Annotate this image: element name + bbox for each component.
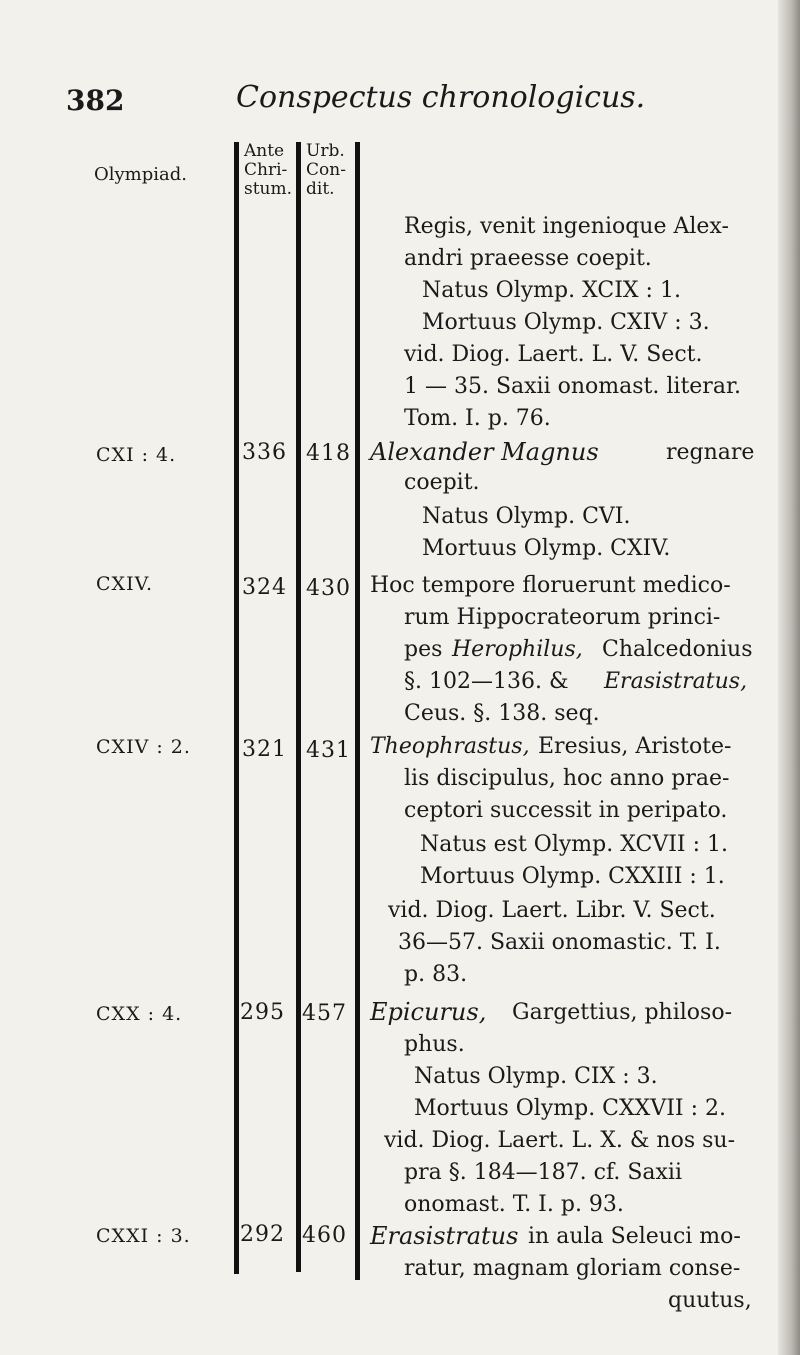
text-line: rum Hippocrateorum princi-: [404, 605, 721, 630]
text-line: vid. Diog. Laert. L. X. & nos su-: [384, 1128, 736, 1153]
text-line: Natus Olymp. CVI.: [422, 504, 631, 529]
page-edge-shadow: [778, 0, 800, 1355]
person-name: Herophilus,: [452, 637, 583, 662]
text-line: ratur, magnam gloriam conse-: [404, 1256, 741, 1281]
olympiad-cell: CXIV.: [96, 573, 154, 595]
text-line: Eresius, Aristote-: [538, 734, 732, 759]
running-title: Conspectus chronologicus.: [236, 80, 646, 115]
text-line: §. 102—136. &: [404, 669, 569, 694]
text-line: in aula Seleuci mo-: [528, 1224, 741, 1249]
text-line: Mortuus Olymp. CXIV.: [422, 536, 671, 561]
olympiad-cell: CXI : 4.: [96, 444, 177, 466]
olympiad-cell: CXXI : 3.: [96, 1225, 191, 1247]
text-line: phus.: [404, 1032, 465, 1057]
page-number: 382: [66, 84, 125, 117]
urbis-condit-header: Urb. Con- dit.: [306, 141, 346, 199]
text-line: 36—57. Saxii onomastic. T. I.: [398, 930, 721, 955]
person-name: Erasistratus,: [604, 669, 748, 694]
text-line: coepit.: [404, 470, 480, 495]
text-line: Mortuus Olymp. CXIV : 3.: [422, 310, 710, 335]
text-line: p. 83.: [404, 962, 468, 987]
column-rule-right: [355, 142, 360, 1280]
person-name: Theophrastus,: [370, 734, 530, 759]
text-line: pes: [404, 637, 443, 662]
person-name: Epicurus,: [370, 998, 487, 1026]
catchword: quutus,: [668, 1288, 752, 1313]
text-line: Regis, venit ingenioque Alex-: [404, 214, 729, 239]
text-line: onomast. T. I. p. 93.: [404, 1192, 624, 1217]
text-line: lis discipulus, hoc anno prae-: [404, 766, 730, 791]
person-name: Erasistratus: [370, 1222, 519, 1250]
text-line: vid. Diog. Laert. Libr. V. Sect.: [388, 898, 716, 923]
text-line: regnare: [666, 440, 755, 465]
column-rule-left: [234, 142, 239, 1274]
urbis-condit-cell: 431: [306, 738, 351, 763]
text-line: Natus Olymp. XCIX : 1.: [422, 278, 681, 303]
text-line: Tom. I. p. 76.: [404, 406, 551, 431]
text-line: andri praeesse coepit.: [404, 246, 652, 271]
ante-christum-cell: 321: [242, 737, 287, 762]
text-line: Mortuus Olymp. CXXIII : 1.: [420, 864, 725, 889]
ante-christum-header: Ante Chri- stum.: [244, 141, 293, 199]
text-line: Natus est Olymp. XCVII : 1.: [420, 832, 728, 857]
column-rule-middle: [296, 142, 301, 1272]
text-line: Hoc tempore floruerunt medico-: [370, 573, 731, 598]
olympiad-cell: CXX : 4.: [96, 1003, 183, 1025]
ante-christum-cell: 336: [242, 440, 287, 465]
olympiad-column-header: Olympiad.: [94, 164, 188, 185]
urbis-condit-cell: 418: [306, 441, 351, 466]
person-name: Alexander Magnus: [370, 438, 599, 466]
text-line: Natus Olymp. CIX : 3.: [414, 1064, 658, 1089]
urbis-condit-cell: 457: [302, 1001, 347, 1026]
text-line: 1 — 35. Saxii onomast. literar.: [404, 374, 742, 399]
text-line: ceptori successit in peripato.: [404, 798, 728, 823]
olympiad-cell: CXIV : 2.: [96, 736, 191, 758]
text-line: Chalcedonius: [602, 637, 753, 662]
text-line: pra §. 184—187. cf. Saxii: [404, 1160, 682, 1185]
ante-christum-cell: 295: [240, 1000, 285, 1025]
urbis-condit-cell: 460: [302, 1223, 347, 1248]
ante-christum-cell: 324: [242, 575, 287, 600]
text-line: Mortuus Olymp. CXXVII : 2.: [414, 1096, 726, 1121]
text-line: Ceus. §. 138. seq.: [404, 701, 600, 726]
text-line: vid. Diog. Laert. L. V. Sect.: [404, 342, 703, 367]
ante-christum-cell: 292: [240, 1222, 285, 1247]
urbis-condit-cell: 430: [306, 576, 351, 601]
text-line: Gargettius, philoso-: [512, 1000, 733, 1025]
